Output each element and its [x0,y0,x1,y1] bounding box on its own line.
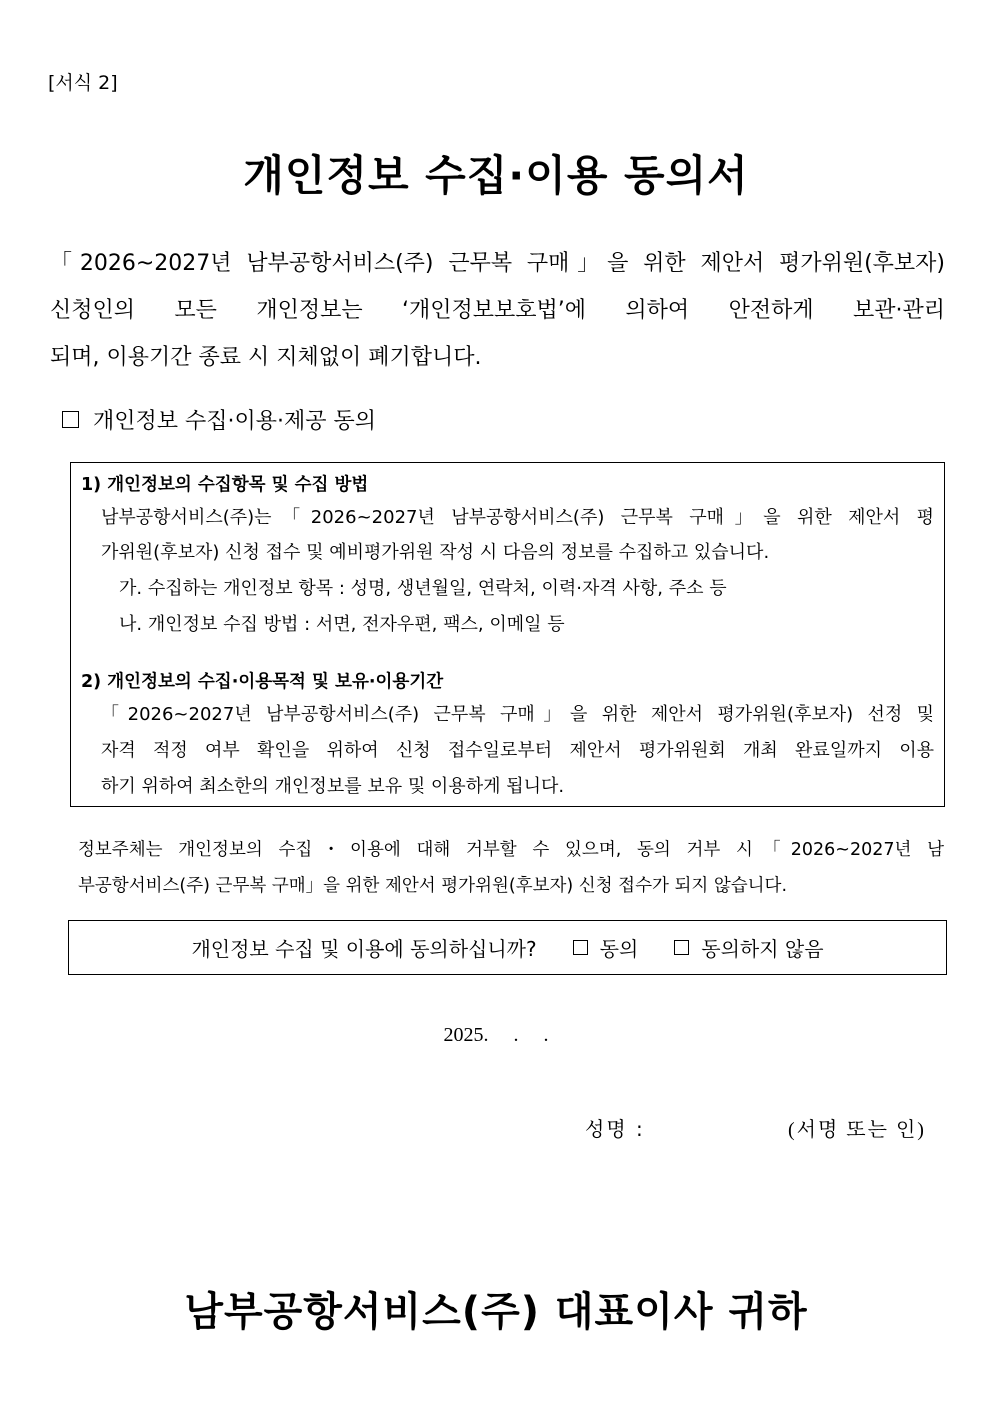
section-1-item-b: 나. 개인정보 수집 방법 : 서면, 전자우편, 팩스, 이메일 등 [119,614,565,635]
recipient: 남부공항서비스(주) 대표이사 귀하 [184,1289,808,1335]
consent-section-heading [62,404,376,435]
document-title: 개인정보 수집·이용 동의서 [243,151,749,200]
disagree-label: 동의하지 않음 [701,937,824,961]
consent-section-label: 개인정보 수집·이용·제공 동의 [93,409,376,434]
date-field[interactable]: 2025. . . [443,1024,549,1046]
notice-line-1: 정보주체는 개인정보의 수집・이용에 대해 거부할 수 있으며, 동의 거부 시「2026~2027년 남 [78,840,944,860]
intro-line-3: 되며, 이용기간 종료 시 지체없이 폐기합니다. [50,345,482,370]
section-2-line-1: 「2026~2027년 남부공항서비스(주) 근무복 구매」을 위한 제안서 평가위원(후보자) 선정 및 [101,704,934,725]
intro-paragraph [50,240,945,381]
notice-line-2: 부공항서비스(주) 근무복 구매」을 위한 제안서 평가위원(후보자) 신청 접수가 되지 않습니다. [78,876,788,896]
section-2-line-3: 하기 위하여 최소한의 개인정보를 보유 및 이용하게 됩니다. [101,776,565,797]
section-2-line-2: 자격 적정 여부 확인을 위하여 신청 접수일로부터 제안서 평가위원회 개최 완료일까지 이용 [101,740,934,761]
consent-question: 개인정보 수집 및 이용에 동의하십니까? [191,937,537,961]
agree-label: 동의 [599,937,639,961]
info-box [70,462,945,807]
section-1-item-a: 가. 수집하는 개인정보 항목 : 성명, 생년월일, 연락처, 이력·자격 사항, 주소 등 [119,578,727,599]
agree-checkbox[interactable] [573,940,588,955]
section-2-heading: 2) 개인정보의 수집·이용목적 및 보유·이용기간 [81,672,444,692]
disagree-option[interactable] [674,933,823,962]
form-number: [서식 2] [48,72,118,94]
refusal-notice [78,832,944,904]
signature-note: (서명 또는 인) [788,1119,926,1141]
section-1-line-2: 가위원(후보자) 신청 접수 및 예비평가위원 작성 시 다음의 정보를 수집하고 있습니다. [101,542,770,563]
agree-option[interactable] [573,933,639,962]
consent-section-checkbox[interactable] [62,411,79,428]
consent-question-box [68,920,947,975]
section-1-heading: 1) 개인정보의 수집항목 및 수집 방법 [81,475,369,495]
intro-line-2: 신청인의 모든 개인정보는 ‘개인정보보호법’에 의하여 안전하게 보관·관리 [50,298,945,323]
section-1-line-1: 남부공항서비스(주)는「2026~2027년 남부공항서비스(주) 근무복 구매」을 위한 제안서 평 [101,507,934,528]
disagree-checkbox[interactable] [674,940,689,955]
signature-label: 성명 : [585,1117,645,1141]
intro-line-1: 「2026~2027년 남부공항서비스(주) 근무복 구매」을 위한 제안서 평가위원(후보자) [50,251,945,276]
